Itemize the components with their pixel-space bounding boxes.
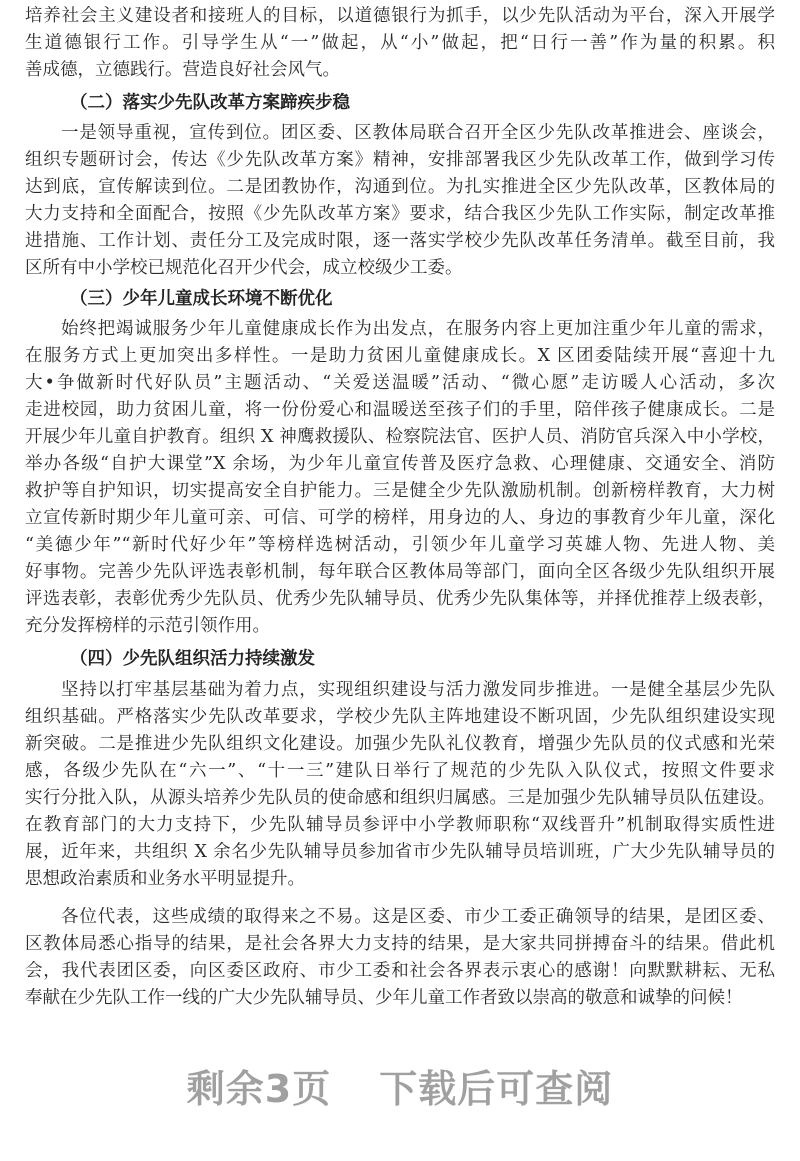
text-line: 奉献在少先队工作一线的广大少先队辅导员、少年儿童工作者致以崇高的敬意和诚挚的问候！ [25,988,743,1008]
text-line: 区教体局悉心指导的结果，是社会各界大力支持的结果，是大家共同拼搏奋斗的结果。借此机 [25,934,775,954]
text-line: 组织基础。严格落实少先队改革要求，学校少先队主阵地建设不断巩固，少先队组织建设实现 [25,707,775,727]
text-line: 一是领导重视，宣传到位。团区委、区教体局联合召开全区少先队改革推进会、座谈会， [61,123,775,143]
paragraph-environment [25,316,775,640]
text-line: 救护等自护知识，切实提高安全自护能力。三是健全少先队激励机制。创新榜样教育，大力树 [25,481,775,501]
text-line: 会，我代表团区委，向区委区政府、市少工委和社会各界表示衷心的感谢！向默默耕耘、无私 [25,961,775,981]
text-line: 生道德银行工作。引导学生从“一”做起，从“小”做起，把“日行一善”作为量的积累。积 [25,33,775,53]
text-line: 感，各级少先队在“六一”、“十一三”建队日举行了规范的少先队入队仪式，按照文件要求 [25,761,775,781]
text-line: 举办各级“自护大课堂”X 余场，为少年儿童宣传普及医疗急救、心理健康、交通安全、消防 [25,454,775,474]
text-line: 坚持以打牢基层基础为着力点，实现组织建设与活力激发同步推进。一是健全基层少先队 [61,680,775,700]
text-line: 进措施、工作计划、责任分工及完成时限，逐一落实学校少先队改革任务清单。截至目前，我 [25,231,775,251]
text-line: 大•争做新时代好队员”主题活动、“关爱送温暖”活动、“微心愿”走访暖人心活动，多次 [25,373,775,393]
section-heading-4: （四）少先队组织活力持续激发 [70,649,315,669]
text-line: 展，近年来，共组织 X 余名少先队辅导员参加省市少先队辅导员培训班，广大少先队辅导员的 [25,842,775,862]
download-prompt[interactable] [0,1058,800,1113]
text-line: 始终把竭诚服务少年儿童健康成长作为出发点，在服务内容上更加注重少年儿童的需求， [61,319,775,339]
section-heading-2: （二）落实少先队改革方案蹄疾步稳 [70,93,350,113]
section-heading-3: （三）少年儿童成长环境不断优化 [70,289,333,309]
text-line: 在教育部门的大力支持下，少先队辅导员参评中小学教师职称“双线晋升”机制取得实质性进 [25,815,775,835]
text-line: 好事物。完善少先队评选表彰机制，每年联合区教体局等部门，面向全区各级少先队组织开展 [25,562,775,582]
text-line: 开展少年儿童自护教育。组织 X 神鹰救援队、检察院法官、医护人员、消防官兵深入中小学校， [25,427,775,447]
text-line: 达到底，宣传解读到位。二是团教协作，沟通到位。为扎实推进全区少先队改革，区教体局的 [25,177,775,197]
text-line: “美德少年”“新时代好少年”等榜样选树活动，引领少年儿童学习英雄人物、先进人物、美 [25,535,775,555]
text-line: 培养社会主义建设者和接班人的目标，以道德银行为抓手，以少先队活动为平台，深入开展学 [25,6,775,26]
paragraph-reform [25,120,775,282]
text-line: 善成德，立德践行。营造良好社会风气。 [25,60,340,80]
paragraph-organization [25,677,775,893]
text-line: 大力支持和全面配合，按照《少先队改革方案》要求，结合我区少先队工作实际，制定改革推 [25,204,775,224]
text-line: 实行分批入队，从源头培养少先队员的使命感和组织归属感。三是加强少先队辅导员队伍建设。 [25,788,775,808]
text-line: 组织专题研讨会，传达《少先队改革方案》精神，安排部署我区少先队改革工作，做到学习传 [25,150,775,170]
text-line: 各位代表，这些成绩的取得来之不易。这是区委、市少工委正确领导的结果，是团区委、 [61,907,775,927]
text-line: 在服务方式上更加突出多样性。一是助力贫困儿童健康成长。X 区团委陆续开展“喜迎十九 [25,346,775,366]
text-line: 充分发挥榜样的示范引领作用。 [25,616,270,636]
paragraph-thanks [25,904,775,1012]
text-line: 走进校园，助力贫困儿童，将一份份爱心和温暖送至孩子们的手里，陪伴孩子健康成长。二是 [25,400,775,420]
text-line: 思想政治素质和业务水平明显提升。 [25,869,305,889]
text-line: 新突破。二是推进少先队组织文化建设。加强少先队礼仪教育，增强少先队员的仪式感和光荣 [25,734,775,754]
text-line: 区所有中小学校已规范化召开少代会，成立校级少工委。 [25,258,463,278]
text-line: 评选表彰，表彰优秀少先队员、优秀少先队辅导员、优秀少先队集体等，并择优推荐上级表彰， [25,589,775,609]
text-line: 立宣传新时期少年儿童可亲、可信、可学的榜样，用身边的人、身边的事教育少年儿童，深化 [25,508,775,528]
paragraph-intro [25,0,775,84]
remaining-pages-label: 剩余3页 [186,1067,332,1111]
download-to-view-label: 下载后可查阅 [379,1067,614,1111]
